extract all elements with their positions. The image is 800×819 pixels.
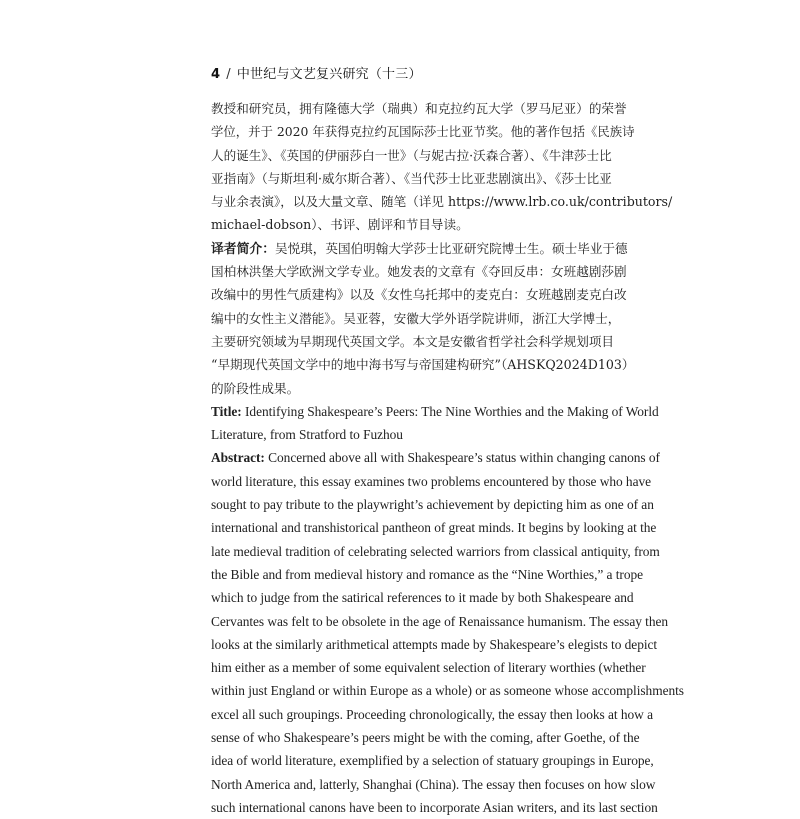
text-line: within just England or within Europe as a whole) or as someone whose accomplishments [211, 683, 684, 699]
text-line: 改编中的男性气质建构》以及《女性乌托邦中的麦克白：女班越剧麦克白改 [211, 287, 627, 303]
translator-bio [211, 237, 635, 400]
translator-bio-text: 吴悦琪，英国伯明翰大学莎士比亚研究院博士生。硕士毕业于德 [274, 240, 628, 256]
text-line: which to judge from the satirical references to it made by both Shakespeare and [211, 590, 634, 606]
title-text: Identifying Shakespeare’s Peers: The Nine Worthies and the Making of World [245, 403, 659, 419]
text-line: 编中的女性主义潜能》。吴亚蓉，安徽大学外语学院讲师，浙江大学博士， [211, 310, 621, 326]
text-line: 的阶段性成果。 [211, 380, 300, 396]
text-line [211, 400, 659, 423]
text-line: world literature, this essay examines two problems encountered by those who have [211, 473, 652, 489]
text-line: excel all such groupings. Proceeding chronologically, the essay then looks at how a [211, 706, 653, 722]
text-line: such international canons have been to incorporate Asian writers, and its last section [211, 799, 658, 815]
text-line [211, 446, 660, 469]
text-line: 学位，并于 2020 年获得克拉约瓦国际莎士比亚节奖。他的著作包括《民族诗 [211, 124, 635, 140]
journal-title: 中世纪与文艺复兴研究（十三） [236, 67, 422, 82]
text-line-with-url: 与业余表演》，以及大量文章、随笔（详见 https://www.lrb.co.uk/contributors/ [211, 194, 673, 210]
text-line: sense of who Shakespeare’s peers might be with the coming, after Goethe, of the [211, 730, 640, 746]
text-line: Cervantes was felt to be obsolete in the age of Renaissance humanism. The essay then [211, 613, 669, 629]
page-number: 4 [211, 67, 221, 82]
text-line: sought to pay tribute to the playwright’s achievement by depicting him as one of an [211, 497, 654, 513]
text-line [211, 237, 628, 260]
text-line: Literature, from Stratford to Fuzhou [211, 427, 403, 443]
text-line: 国柏林洪堡大学欧洲文学专业。她发表的文章有《夺回反串：女班越剧莎剧 [211, 264, 627, 280]
text-line: 人的诞生》、《英国的伊丽莎白一世》（与妮古拉·沃森合著）、《牛津莎士比 [211, 147, 612, 163]
text-line: looks at the similarly arithmetical attempts made by Shakespeare’s elegists to depict [211, 636, 658, 652]
text-line: 教授和研究员，拥有隆德大学（瑞典）和克拉约瓦大学（罗马尼亚）的荣誉 [211, 101, 627, 116]
translator-bio-label: 译者简介： [211, 241, 275, 257]
text-line: late medieval tradition of celebrating selected warriors from classical antiquity, from [211, 543, 660, 559]
running-head-separator: / [226, 67, 231, 82]
page-body [211, 97, 684, 819]
text-line: 亚指南》（与斯坦利·威尔斯合著）、《当代莎士比亚悲剧演出》、《莎士比亚 [211, 170, 612, 186]
text-line: “早期现代英国文学中的地中海书写与帝国建构研究”（AHSKQ2024D103） [211, 357, 635, 373]
abstract-text: Concerned above all with Shakespeare’s status within changing canons of [268, 450, 660, 466]
text-line: him either as a member of some equivalent selection of literary worthies (whether [211, 660, 646, 676]
running-head [211, 66, 422, 84]
text-line: the Bible and from medieval history and romance as the “Nine Worthies,” a trope [211, 566, 644, 582]
text-line: 主要研究领域为早期现代英国文学。本文是安徽省哲学社会科学规划项目 [211, 333, 614, 349]
title-label: Title: [211, 403, 242, 419]
abstract-section [211, 446, 684, 819]
text-line: North America and, latterly, Shanghai (China). The essay then focuses on how slow [211, 776, 656, 792]
abstract-label: Abstract: [211, 450, 265, 466]
text-line: idea of world literature, exemplified by a selection of statuary groupings in Europe, [211, 753, 654, 769]
text-line: michael-dobson）、书评、剧评和节目导读。 [211, 217, 469, 233]
english-title-section [211, 400, 659, 447]
text-line: international and transhistorical pantheon of great minds. It begins by looking at the [211, 520, 657, 536]
author-bio [211, 97, 673, 237]
